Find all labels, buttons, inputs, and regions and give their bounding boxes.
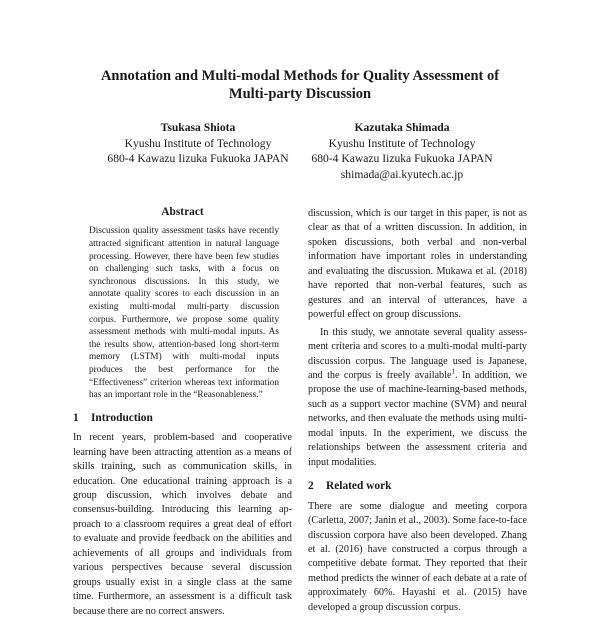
author-block-2: [296, 120, 508, 182]
abstract-heading: Abstract: [161, 206, 204, 218]
paragraph-text: . In addition, we propose the use of machine-learning-based methods, such as a support vector machine (SVM) and neural networks, and then evaluate the methods using multi-modal inputs. In the experiment, we discuss the relationships between the assessment criteria and input modalities.: [308, 369, 527, 468]
related-work-paragraph: There are some dialogue and meeting corpora (Carletta, 2007; Janin et al., 2003). Some face-to-face discussion corpora have also been developed. Zhang et al. (2016) have constructed a corpus through a competitive debate format. They reported that their method predicts the winner of each debate at a rate of approximately 60%. Hayashi et al. (2015) have developed a group discussion corpus.: [308, 500, 527, 613]
section-number: 2: [308, 480, 314, 493]
author-email: shimada@ai.kyutech.ac.jp: [340, 167, 464, 181]
left-column: [73, 205, 292, 619]
author-affiliation: Kyushu Institute of Technology: [328, 136, 476, 150]
author-block-1: [92, 120, 304, 167]
section-heading-introduction: [73, 411, 292, 425]
intro-paragraph: In recent years, problem-based and cooperative learning have been attracting attention as a means of skills training, such as communication skills, in education. One educational training approach is a group discussion, which involves debate and consensus-building. Introducing this learning approach to a classroom requires a great deal of effort to evaluate and provide feedback on the abilities and achievements of all groups and individuals from various perspectives because several discussion groups usually exist in a single class at the same time. Furthermore, an assessment is a difficult task because there are no correct answers.: [73, 432, 292, 617]
author-address: 680-4 Kawazu Iizuka Fukuoka JAPAN: [311, 152, 493, 166]
author-address: 680-4 Kawazu Iizuka Fukuoka JAPAN: [107, 152, 289, 166]
section-number: 1: [73, 411, 79, 424]
intro-contribution-paragraph: [308, 326, 527, 471]
intro-continuation-paragraph: discussion, which is our target in this paper, is not as clear as that of a written discussion. In addition, in spoken discussions, both verbal and non-verbal information have important roles in understanding and evaluating the discussion. Mukawa et al. (2018) have reported that non-verbal features, such as gestures and an interval of utterances, have a powerful effect on group discussions.: [308, 208, 527, 321]
abstract-text: Discussion quality assessment tasks have recently attracted significant attention in natural language processing. However, there have been few studies on challenging such tasks, with a focus on synchronous discussions. In this study, we annotate quality scores to each discussion in an existing multi-modal multi-party discussion corpus. Furthermore, we propose some quality assessment methods with multi-modal inputs. As the results show, attention-based long short-term memory (LSTM) with multi-modal inputs produces the best performance for the “Effectiveness” criterion whereas text information has an important role in the “Reasonableness.”: [89, 226, 279, 401]
paper-title-line-2: Multi-party Discussion: [228, 86, 372, 102]
paragraph-text: In this study, we annotate several quality assessment criteria and scores to a multi-modal multi-party discussion corpus. The language used is Japanese, and the corpus is freely available: [308, 326, 527, 381]
footnote-marker[interactable]: 1: [451, 367, 456, 376]
paper-title-line-1: Annotation and Multi-modal Methods for Quality Assessment of: [100, 68, 500, 84]
author-name: Kazutaka Shimada: [354, 121, 450, 134]
right-column: [308, 207, 527, 615]
section-title: Introduction: [91, 411, 153, 424]
author-name: Tsukasa Shiota: [160, 121, 236, 134]
section-title: Related work: [326, 480, 392, 493]
author-affiliation: Kyushu Institute of Technology: [124, 136, 272, 150]
section-heading-related-work: [308, 479, 527, 493]
